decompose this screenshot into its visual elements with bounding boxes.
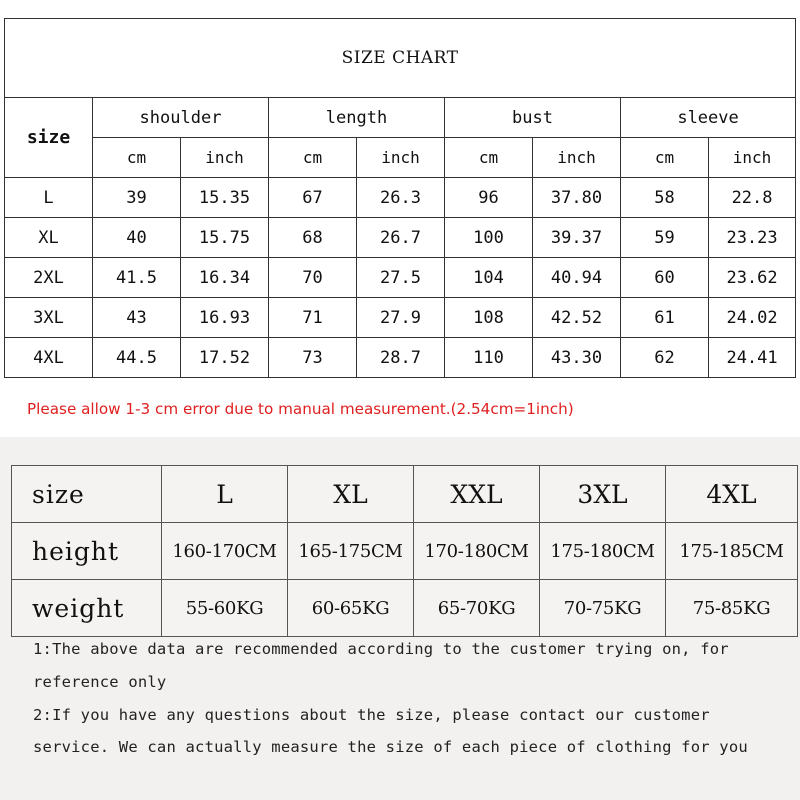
measurement-cell: 70 [269, 258, 357, 298]
height-value-cell: 165-175CM [288, 523, 414, 580]
unit-cell: cm [269, 138, 357, 178]
height-value-cell: 160-170CM [162, 523, 288, 580]
bust-header: bust [445, 98, 621, 138]
size-chart-table [4, 18, 796, 378]
size-row [5, 338, 796, 378]
measurement-note: Please allow 1-3 cm error due to manual measurement.(2.54cm=1inch) [27, 400, 574, 418]
height-value-cell: 175-185CM [666, 523, 798, 580]
row-label-weight: weight [12, 580, 162, 637]
weight-value-cell: 60-65KG [288, 580, 414, 637]
measurement-cell: 108 [445, 298, 533, 338]
measurement-cell: 17.52 [181, 338, 269, 378]
measurement-cell: 73 [269, 338, 357, 378]
measurement-cell: 16.93 [181, 298, 269, 338]
measurement-cell: 26.7 [357, 218, 445, 258]
measurement-cell: 41.5 [93, 258, 181, 298]
measurement-cell: 43.30 [533, 338, 621, 378]
measurement-cell: 58 [621, 178, 709, 218]
measurement-cell: 71 [269, 298, 357, 338]
unit-cell: inch [709, 138, 796, 178]
size-cell: 3XL [5, 298, 93, 338]
unit-cell: inch [181, 138, 269, 178]
footnote-1-line-1: 1:The above data are recommended according to the customer trying on, for [33, 640, 729, 658]
measurement-cell: 22.8 [709, 178, 796, 218]
size-cell: XL [5, 218, 93, 258]
size-row [5, 298, 796, 338]
measurement-cell: 27.9 [357, 298, 445, 338]
measurement-cell: 61 [621, 298, 709, 338]
size-cell: 2XL [5, 258, 93, 298]
size-cell: 4XL [5, 338, 93, 378]
measurement-cell: 16.34 [181, 258, 269, 298]
size-value-cell: 4XL [666, 466, 798, 523]
measurement-cell: 110 [445, 338, 533, 378]
measurement-cell: 43 [93, 298, 181, 338]
measurement-cell: 27.5 [357, 258, 445, 298]
size-row [5, 218, 796, 258]
recommendation-row-height [12, 523, 798, 580]
weight-value-cell: 65-70KG [414, 580, 540, 637]
size-value-cell: XL [288, 466, 414, 523]
height-value-cell: 170-180CM [414, 523, 540, 580]
measurement-cell: 44.5 [93, 338, 181, 378]
measurement-cell: 23.23 [709, 218, 796, 258]
size-value-cell: 3XL [540, 466, 666, 523]
measurement-cell: 26.3 [357, 178, 445, 218]
measurement-cell: 37.80 [533, 178, 621, 218]
row-label-height: height [12, 523, 162, 580]
sleeve-header: sleeve [621, 98, 796, 138]
recommendation-row-weight [12, 580, 798, 637]
unit-cell: inch [357, 138, 445, 178]
measurement-cell: 15.35 [181, 178, 269, 218]
measurement-cell: 15.75 [181, 218, 269, 258]
unit-cell: cm [93, 138, 181, 178]
length-header: length [269, 98, 445, 138]
weight-value-cell: 55-60KG [162, 580, 288, 637]
weight-value-cell: 75-85KG [666, 580, 798, 637]
unit-cell: cm [621, 138, 709, 178]
measurement-cell: 62 [621, 338, 709, 378]
measurement-cell: 67 [269, 178, 357, 218]
measurement-cell: 39.37 [533, 218, 621, 258]
unit-row [5, 138, 796, 178]
footnote-1-line-2: reference only [33, 673, 167, 691]
weight-value-cell: 70-75KG [540, 580, 666, 637]
unit-cell: cm [445, 138, 533, 178]
recommendation-row-size [12, 466, 798, 523]
measurement-cell: 40 [93, 218, 181, 258]
measurement-cell: 28.7 [357, 338, 445, 378]
measurement-cell: 104 [445, 258, 533, 298]
size-value-cell: L [162, 466, 288, 523]
measurement-cell: 23.62 [709, 258, 796, 298]
size-row [5, 258, 796, 298]
size-row [5, 178, 796, 218]
measurement-cell: 59 [621, 218, 709, 258]
footnote-2-line-2: service. We can actually measure the size of each piece of clothing for you [33, 738, 748, 756]
measurement-cell: 24.41 [709, 338, 796, 378]
footnote-2-line-1: 2:If you have any questions about the size, please contact our customer [33, 706, 710, 724]
size-value-cell: XXL [414, 466, 540, 523]
measurement-cell: 60 [621, 258, 709, 298]
measurement-cell: 68 [269, 218, 357, 258]
recommendation-table [11, 465, 798, 637]
measurement-cell: 100 [445, 218, 533, 258]
size-chart-title: SIZE CHART [5, 19, 796, 98]
size-cell: L [5, 178, 93, 218]
measurement-cell: 39 [93, 178, 181, 218]
row-label-size: size [12, 466, 162, 523]
unit-cell: inch [533, 138, 621, 178]
measurement-cell: 42.52 [533, 298, 621, 338]
measurement-cell: 96 [445, 178, 533, 218]
shoulder-header: shoulder [93, 98, 269, 138]
size-column-header: size [5, 98, 93, 178]
size-chart-body [5, 178, 796, 378]
height-value-cell: 175-180CM [540, 523, 666, 580]
measurement-cell: 40.94 [533, 258, 621, 298]
measurement-cell: 24.02 [709, 298, 796, 338]
